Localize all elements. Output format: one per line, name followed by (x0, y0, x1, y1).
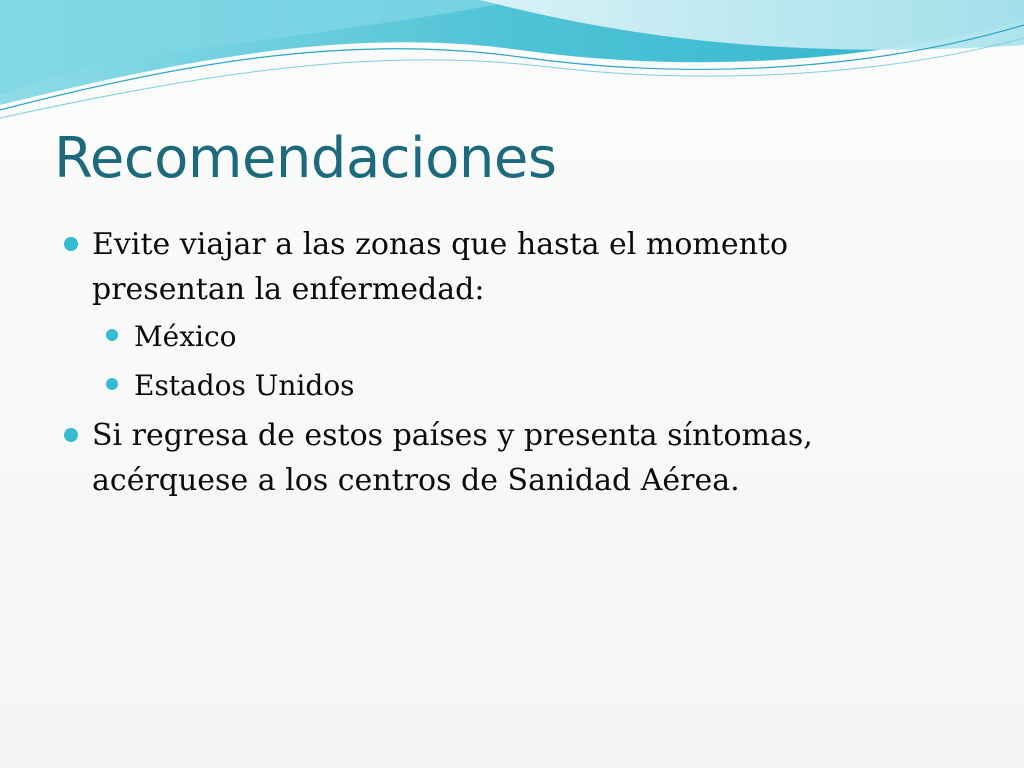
bullet-dot-icon (106, 378, 118, 390)
sub-bullet-text: Estados Unidos (134, 369, 355, 402)
bullet-line: acérquese a los centros de Sanidad Aérea. (92, 463, 740, 498)
bullet-item (62, 413, 982, 503)
bullet-line: presentan la enfermedad: (92, 272, 485, 307)
bullet-line: Si regresa de estos países y presenta síntomas, (92, 418, 813, 453)
slide-title: Recomendaciones (54, 126, 557, 191)
decorative-wave-header (0, 0, 1024, 130)
sub-bullet-item (104, 312, 982, 361)
bullet-dot-icon (106, 329, 118, 341)
bullet-line: Evite viajar a las zonas que hasta el momento (92, 227, 789, 262)
bullet-item (62, 222, 982, 312)
sub-bullet-item (104, 361, 982, 410)
sub-bullet-text: México (134, 320, 237, 353)
bullet-dot-icon (64, 428, 78, 442)
bullet-dot-icon (64, 237, 78, 251)
slide-content (62, 222, 982, 503)
